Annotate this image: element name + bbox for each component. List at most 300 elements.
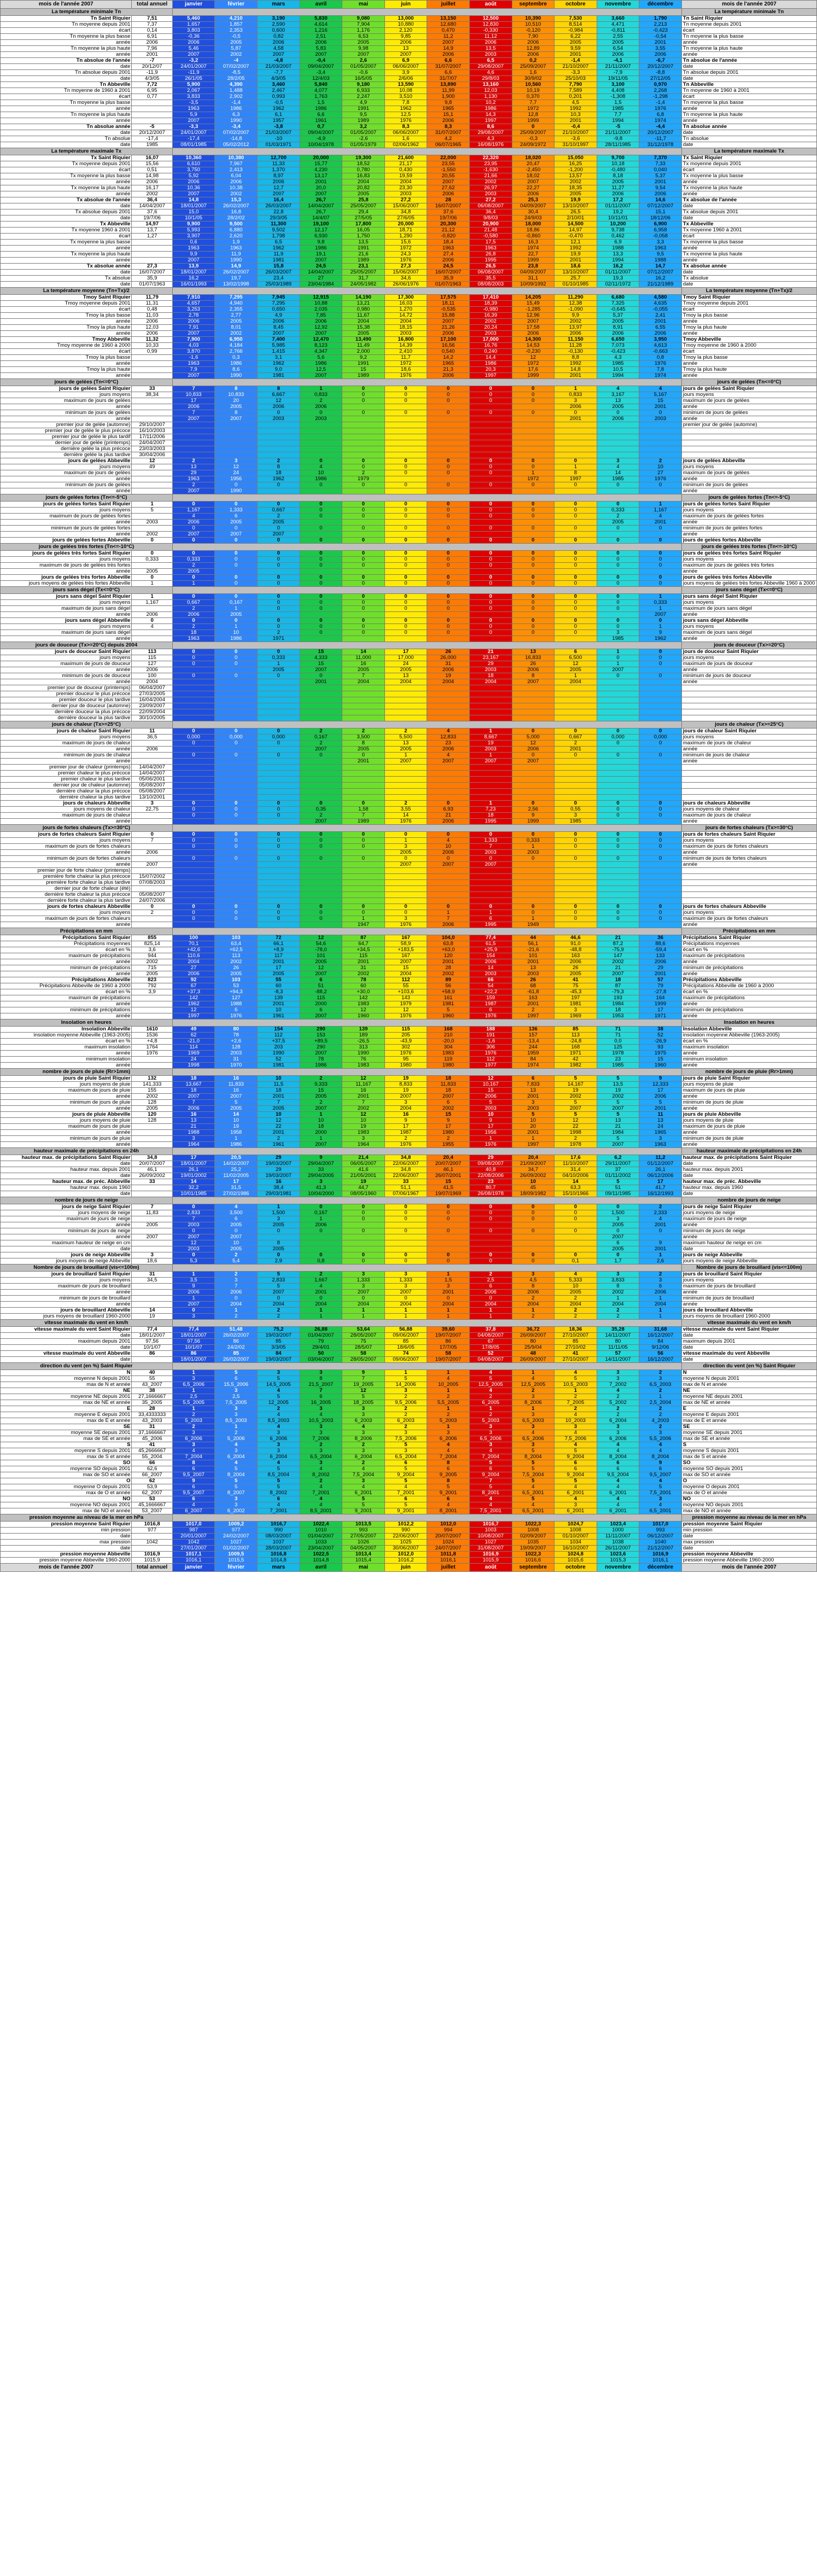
row-label-right: Tn absolue depuis 2001	[681, 70, 816, 76]
month-value: 0	[597, 563, 639, 569]
month-value: 4,58	[257, 46, 300, 52]
month-value: 3,2	[342, 124, 385, 130]
month-value: 7	[469, 1478, 512, 1484]
month-value: 0,333	[172, 557, 215, 563]
month-value: 0,462	[597, 234, 639, 240]
row-label-right: Tn moyenne la plus haute	[681, 112, 816, 118]
section-spacer	[172, 148, 681, 155]
month-value: 1	[427, 1406, 470, 1412]
month-value: 9,59	[555, 46, 597, 52]
table-row	[1, 1240, 817, 1246]
month-value: 48	[512, 1351, 555, 1357]
month-value: 0	[639, 655, 682, 661]
month-value: 2005	[215, 1246, 258, 1252]
month-value: 3	[512, 1442, 555, 1448]
month-value: 91,0	[555, 941, 597, 947]
month-value: 10,19	[512, 88, 555, 94]
row-label: Tmoy la plus basse	[1, 355, 132, 361]
annual-value: 33	[132, 1179, 172, 1185]
table-row	[1, 1436, 817, 1442]
month-value: 0	[300, 538, 342, 544]
month-value: 6,53	[342, 34, 385, 40]
month-value: 24/2/02	[215, 1345, 258, 1351]
month-value: -0,5	[257, 100, 300, 106]
row-label: année	[1, 488, 132, 494]
month-value	[257, 922, 300, 928]
month-value: 23,4	[257, 276, 300, 282]
month-value	[215, 422, 258, 428]
month-value: 1960	[427, 1013, 470, 1019]
month-value: 26,8	[469, 252, 512, 258]
month-value	[427, 434, 470, 440]
month-value: +37,5	[257, 1039, 300, 1045]
month-value: 0,201	[555, 94, 597, 100]
month-value: 1	[215, 1424, 258, 1430]
month-value: 1947	[342, 922, 385, 928]
month-value: 8	[300, 1376, 342, 1382]
month-value: 16	[342, 1088, 385, 1094]
month-value: 0	[427, 538, 470, 544]
row-label-right: jours de fortes chaleurs Saint Riquier	[681, 832, 816, 838]
month-value: 16/07/2007	[427, 203, 470, 209]
month-value: 2001	[639, 179, 682, 185]
month-value: 6,880	[215, 228, 258, 234]
annual-value	[132, 916, 172, 922]
row-label: année	[1, 1013, 132, 1019]
month-value: 0	[172, 673, 215, 679]
month-value: 2	[555, 1406, 597, 1412]
month-value: 133	[639, 953, 682, 959]
month-value: 52	[257, 1057, 300, 1063]
month-value	[300, 428, 342, 434]
month-value: 23	[597, 1057, 639, 1063]
month-value	[555, 777, 597, 783]
month-value: 0	[512, 514, 555, 520]
month-value: 16/12/1993	[639, 1191, 682, 1197]
month-value: 44	[512, 935, 555, 941]
month-value: 4	[427, 753, 470, 759]
month-value	[384, 771, 427, 777]
table-row	[1, 741, 817, 747]
month-value: 17,100	[427, 337, 470, 343]
month-value: 2004	[342, 679, 385, 685]
month-value: 1997	[172, 1013, 215, 1019]
month-value	[257, 892, 300, 898]
month-value: 1	[639, 1252, 682, 1258]
column-header: septembre	[512, 1564, 555, 1572]
month-value: 0	[597, 551, 639, 557]
month-value: 2001	[639, 40, 682, 46]
month-value: 0	[512, 1252, 555, 1258]
month-value: 55	[257, 977, 300, 983]
annual-value	[132, 741, 172, 747]
month-value: 14/11/2007	[597, 1357, 639, 1363]
month-value: 18,6	[384, 367, 427, 373]
month-value: 2001	[300, 179, 342, 185]
month-value: 14/02/2007	[215, 1161, 258, 1167]
month-value: 0	[427, 526, 470, 532]
row-label-right: date	[681, 1333, 816, 1339]
month-value: 0,000	[257, 735, 300, 741]
month-value: 0	[597, 673, 639, 679]
month-value: 0	[342, 581, 385, 587]
month-value: 136	[512, 1027, 555, 1033]
row-label-right	[681, 440, 816, 446]
month-value	[342, 422, 385, 428]
row-label: moyenne SE depuis 2001	[1, 1430, 132, 1436]
row-label-right: Tn Saint Riquier	[681, 16, 816, 22]
table-row	[1, 1204, 817, 1210]
month-value	[342, 612, 385, 618]
month-value: 1040	[639, 1540, 682, 1546]
section-header-row	[1, 1148, 817, 1155]
month-value: 0,3	[215, 355, 258, 361]
table-row	[1, 1412, 817, 1418]
month-value: 4	[427, 838, 470, 844]
month-value: 26,5	[555, 209, 597, 215]
month-value: 1017,0	[639, 1522, 682, 1528]
month-value: 6	[469, 1466, 512, 1472]
month-value	[469, 636, 512, 642]
month-value: 0	[597, 910, 639, 916]
month-value: 9_2001	[342, 1508, 385, 1514]
section-title: jours de gelées (Tn<=0°C)	[1, 379, 173, 386]
month-value: 6_2002	[215, 1508, 258, 1514]
annual-value: 62	[132, 1478, 172, 1484]
month-value: 10	[257, 1112, 300, 1118]
row-label-right: jours moyens	[681, 910, 816, 916]
month-value	[257, 488, 300, 494]
month-value: 2006	[172, 1290, 215, 1296]
month-value: 3	[257, 1430, 300, 1436]
month-value: 19,59	[384, 173, 427, 179]
month-value: 0,167	[300, 1210, 342, 1216]
month-value: 2005	[597, 404, 639, 410]
row-label: dernière chaleur la plus tardive	[1, 795, 132, 801]
row-label: dernière douceur la plus tardive	[1, 715, 132, 721]
row-label: O	[1, 1478, 132, 1484]
month-value: 3	[469, 1442, 512, 1448]
month-value: 5,333	[555, 1278, 597, 1284]
month-value: 1963	[639, 1142, 682, 1148]
month-value: 0	[469, 538, 512, 544]
month-value: 2003	[172, 1246, 215, 1252]
month-value	[342, 715, 385, 721]
month-value: 7_2001	[384, 1490, 427, 1496]
month-value: 3	[300, 1448, 342, 1454]
month-value: 6	[300, 977, 342, 983]
month-value: 66	[469, 977, 512, 983]
month-value: 2004	[342, 1302, 385, 1308]
month-value: 7,910	[172, 295, 215, 301]
month-value	[300, 898, 342, 904]
month-value: 2	[639, 1204, 682, 1210]
section-title: nombre de jours de neige	[1, 1197, 173, 1204]
annual-value: 2002	[132, 191, 172, 197]
annual-value: 10,33	[132, 343, 172, 349]
annual-value: 22,75	[132, 807, 172, 813]
month-value: 27/5/05	[342, 215, 385, 222]
month-value: 5	[384, 1376, 427, 1382]
month-value: 1972	[512, 361, 555, 367]
month-value: 1972	[384, 361, 427, 367]
month-value: 2	[555, 1136, 597, 1142]
row-label: maximum de jours de pluie	[1, 1124, 132, 1130]
month-value: 9,85	[384, 34, 427, 40]
month-value: 0	[215, 526, 258, 532]
table-row	[1, 1430, 817, 1436]
month-value	[639, 532, 682, 538]
month-value: 0	[300, 557, 342, 563]
month-value: 5	[555, 1076, 597, 1082]
row-label: NO	[1, 1496, 132, 1502]
month-value: 06/12/2006	[639, 1173, 682, 1179]
month-value: 8	[215, 410, 258, 416]
month-value	[469, 404, 512, 410]
row-label-right: minimum de jours de gelées fortes	[681, 526, 816, 532]
month-value: 13	[172, 1118, 215, 1124]
month-value: 19	[384, 1076, 427, 1082]
month-value: 3,167	[597, 392, 639, 398]
month-value: 5,167	[639, 392, 682, 398]
month-value: 07/02/2007	[215, 64, 258, 70]
month-value: 1990	[215, 488, 258, 494]
row-label: date	[1, 1534, 132, 1540]
row-label-right	[681, 715, 816, 721]
month-value: -3,3	[555, 70, 597, 76]
month-value: 0	[215, 904, 258, 910]
annual-value: 37,1666667	[132, 1430, 172, 1436]
month-value: 62	[172, 1033, 215, 1039]
month-value: 6	[427, 1466, 470, 1472]
table-row	[1, 1057, 817, 1063]
month-value: 0,430	[384, 167, 427, 173]
month-value: 16/08/1976	[469, 142, 512, 148]
month-value: 0	[639, 844, 682, 850]
row-label-right: NO	[681, 1496, 816, 1502]
annual-value	[132, 1216, 172, 1222]
month-value: 2005	[257, 1222, 300, 1228]
month-value: 12	[512, 355, 555, 361]
section-title: vitesse maximale du vent en km/h	[1, 1320, 173, 1327]
annual-value	[132, 373, 172, 379]
row-label: maximum hauteur de neige en cm	[1, 1240, 132, 1246]
month-value: 87	[597, 983, 639, 989]
month-value: 7_2001	[300, 1490, 342, 1496]
month-value	[172, 922, 215, 928]
month-value: 2,268	[639, 88, 682, 94]
month-value	[427, 685, 470, 691]
row-label-right: minimum de jours de brouillard	[681, 1296, 816, 1302]
month-value	[384, 777, 427, 783]
month-value: 2001	[555, 118, 597, 124]
month-value: 1962	[639, 636, 682, 642]
month-value	[342, 434, 385, 440]
month-value: 0	[597, 655, 639, 661]
month-value: 0	[172, 813, 215, 819]
month-value: 0	[257, 753, 300, 759]
month-value: 1	[300, 1112, 342, 1118]
month-value: 7,9	[172, 367, 215, 373]
month-value: 16/12/2007	[639, 1333, 682, 1339]
month-value: 41,7	[639, 1185, 682, 1191]
annual-value: 0,14	[132, 28, 172, 34]
month-value: 29/08/2007	[469, 130, 512, 136]
month-value: 12,470	[300, 337, 342, 343]
month-value: 0	[342, 557, 385, 563]
month-value: 5	[215, 1466, 258, 1472]
month-value: 0	[215, 832, 258, 838]
month-value: 2004	[384, 1302, 427, 1308]
month-value	[512, 569, 555, 575]
month-value	[639, 868, 682, 874]
month-value: 2006	[172, 612, 215, 618]
month-value: 2007	[300, 191, 342, 197]
row-label: jours moyens	[1, 464, 132, 470]
row-label: E	[1, 1406, 132, 1412]
month-value: 8,5_2001	[300, 1508, 342, 1514]
row-label-right: maximum de jours de brouillard	[681, 1284, 816, 1290]
row-label: année	[1, 40, 132, 46]
month-value: 17,2	[597, 197, 639, 203]
month-value: 1977	[469, 1063, 512, 1069]
month-value: 2	[172, 606, 215, 612]
row-label-right	[681, 886, 816, 892]
month-value: 1	[469, 728, 512, 735]
month-value: 2007	[172, 258, 215, 264]
month-value: 0	[427, 581, 470, 587]
table-row	[1, 355, 817, 361]
table-row	[1, 904, 817, 910]
month-value: -17,4	[172, 136, 215, 142]
month-value: 06/08/2007	[469, 270, 512, 276]
row-label-right: date	[681, 270, 816, 276]
month-value	[342, 1240, 385, 1246]
row-label-right: écart	[681, 349, 816, 355]
month-value: 85	[384, 1339, 427, 1345]
row-label-right: Tmoy Saint Riquier	[681, 295, 816, 301]
month-value: 23,30	[384, 185, 427, 191]
month-value: 0	[639, 538, 682, 544]
month-value: 8	[257, 464, 300, 470]
row-label-right: année	[681, 636, 816, 642]
month-value: 10/1/05	[172, 215, 215, 222]
month-value: 25,3	[512, 197, 555, 203]
month-value: 6,5	[469, 58, 512, 64]
month-value: 14,9	[427, 46, 470, 52]
month-value: 2004	[427, 679, 470, 685]
month-value: 9_2004	[384, 1472, 427, 1478]
month-value: 3	[300, 1370, 342, 1376]
table-row	[1, 995, 817, 1001]
month-value: 2,333	[639, 1210, 682, 1216]
month-value: -0,580	[469, 234, 512, 240]
row-label: année	[1, 862, 132, 868]
month-value: 9_2001	[384, 1508, 427, 1514]
month-value	[555, 440, 597, 446]
month-value: 18	[469, 813, 512, 819]
month-value: 3	[172, 1430, 215, 1436]
month-value	[427, 636, 470, 642]
month-value: 0	[342, 618, 385, 624]
month-value: 3,660	[597, 16, 639, 22]
month-value: 290	[300, 1027, 342, 1033]
month-value: 14,500	[555, 222, 597, 228]
month-value: 5	[215, 1100, 258, 1106]
month-value	[215, 868, 258, 874]
month-value: 154	[257, 1027, 300, 1033]
month-value: 0	[427, 1252, 470, 1258]
row-label-right: Précipitations moyennes	[681, 941, 816, 947]
section-spacer	[172, 288, 681, 295]
month-value: 5,830	[300, 16, 342, 22]
month-value: 1985	[597, 636, 639, 642]
row-label-right	[681, 685, 816, 691]
month-value: -0,980	[469, 307, 512, 313]
month-value	[215, 446, 258, 452]
column-header: novembre	[597, 1, 639, 9]
month-value	[257, 783, 300, 789]
month-value: 8,91	[597, 325, 639, 331]
month-value: 0	[512, 624, 555, 630]
month-value: 6	[555, 649, 597, 655]
month-value: 2006	[597, 331, 639, 337]
month-value: 6	[639, 1466, 682, 1472]
month-value: 2000	[300, 1001, 342, 1007]
month-value: 19	[342, 1179, 385, 1185]
month-value: 21/09/2007	[512, 1161, 555, 1167]
month-value: 3	[597, 1430, 639, 1436]
month-value: 5	[342, 1502, 385, 1508]
month-value: 142	[172, 995, 215, 1001]
row-label: jours moyens	[1, 655, 132, 661]
section-title: Nombre de jours de brouillard (vis<=100m)	[1, 1264, 173, 1272]
month-value: 04/10/2006	[555, 1173, 597, 1179]
table-row	[1, 1007, 817, 1013]
table-row	[1, 1173, 817, 1179]
row-label: insolation moyenne Abbeville (1963-2005)	[1, 1033, 132, 1039]
month-value: 2,620	[215, 234, 258, 240]
month-value: 30/9/02	[512, 76, 555, 82]
month-value	[342, 1234, 385, 1240]
month-value: 0	[555, 916, 597, 922]
month-value: 19_2005	[342, 1382, 385, 1388]
month-value: 6_2001	[597, 1508, 639, 1514]
month-value: 14/04/2007	[300, 270, 342, 276]
month-value: 1961	[257, 1013, 300, 1019]
row-label: Tn moyenne de 1960 à 2001	[1, 88, 132, 94]
month-value	[512, 446, 555, 452]
month-value: 7,325	[597, 301, 639, 307]
month-value: 11,99	[427, 88, 470, 94]
month-value: 9/8/03	[469, 215, 512, 222]
month-value: 0	[427, 575, 470, 581]
month-value	[342, 777, 385, 783]
month-value	[427, 703, 470, 709]
month-value: 46,6	[555, 935, 597, 941]
month-value: 5,87	[215, 46, 258, 52]
month-value: 7,85	[300, 313, 342, 319]
month-value	[597, 765, 639, 771]
month-value: 0	[597, 844, 639, 850]
table-row	[1, 1228, 817, 1234]
month-value	[384, 612, 427, 618]
month-value: 1997	[469, 373, 512, 379]
month-value: 14	[384, 813, 427, 819]
month-value: 14,6	[639, 197, 682, 203]
month-value: 2005	[555, 667, 597, 673]
month-value: 01/05/2007	[342, 130, 385, 136]
